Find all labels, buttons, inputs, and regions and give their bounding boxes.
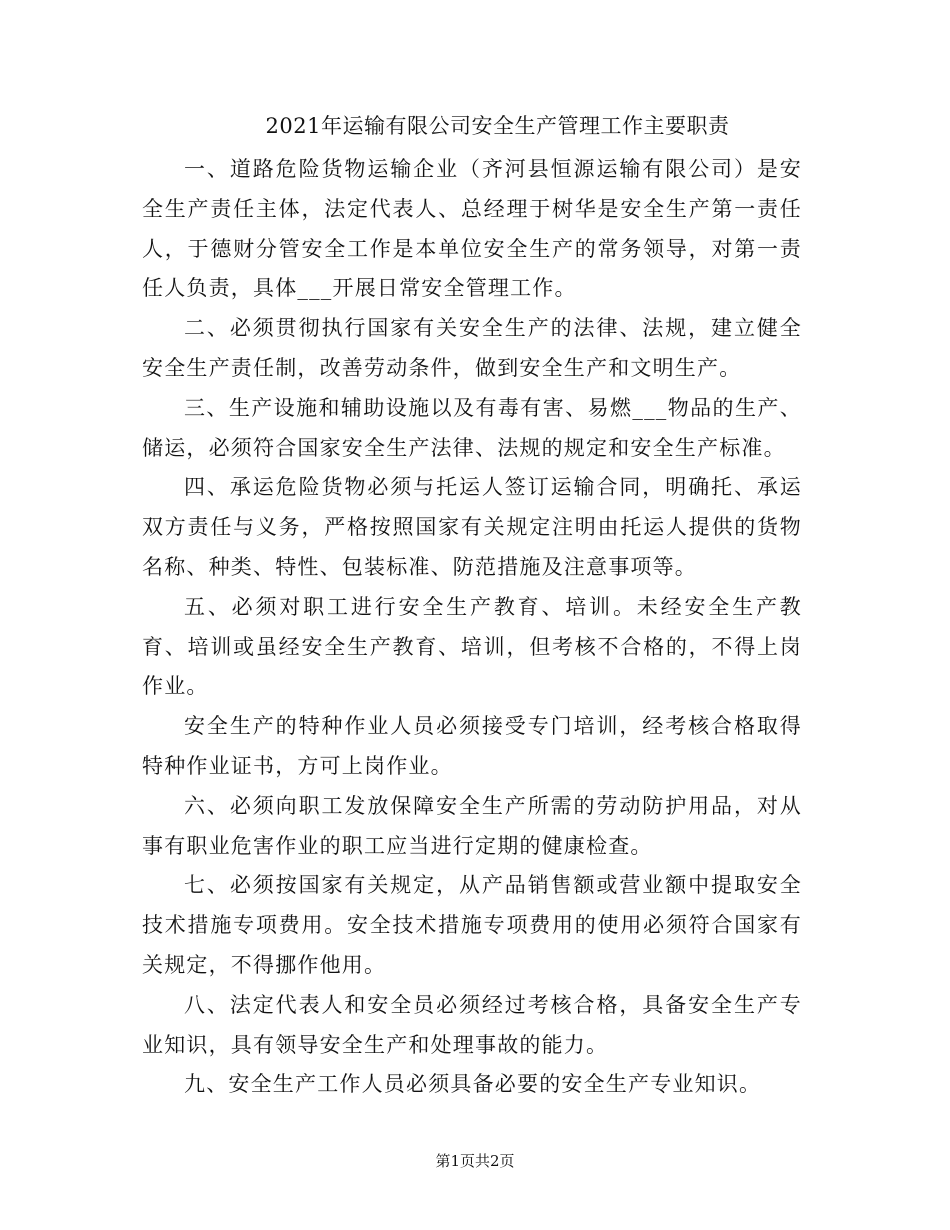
paragraph-10: 九、安全生产工作人员必须具备必要的安全生产专业知识。 [184,1072,762,1097]
paragraph-5: 五、必须对职工进行安全生产教育、培训。未经安全生产教育、培训或虽经安全生产教育、培训，但考核不合格的，不得上岗作业。 [142,594,802,699]
page-number-footer: 第1页共2页 [435,1152,515,1170]
paragraph-1: 一、道路危险货物运输企业（齐河县恒源运输有限公司）是安全生产责任主体，法定代表人、总经理于树华是安全生产第一责任人，于德财分管安全工作是本单位安全生产的常务领导，对第一责任人负责，具体___开展日常安全管理工作。 [142,157,802,301]
paragraph-6: 安全生产的特种作业人员必须接受专门培训，经考核合格取得特种作业证书，方可上岗作业。 [142,714,802,778]
paragraph-2: 二、必须贯彻执行国家有关安全生产的法律、法规，建立健全安全生产责任制，改善劳动条件，做到安全生产和文明生产。 [142,316,802,380]
paragraph-4: 四、承运危险货物必须与托运人签订运输合同，明确托、承运双方责任与义务，严格按照国家有关规定注明由托运人提供的货物名称、种类、特性、包装标准、防范措施及注意事项等。 [142,475,802,579]
document-title: 2021年运输有限公司安全生产管理工作主要职责 [265,114,730,138]
paragraph-7: 六、必须向职工发放保障安全生产所需的劳动防护用品，对从事有职业危害作业的职工应当进行定期的健康检查。 [142,793,802,858]
paragraph-8: 七、必须按国家有关规定，从产品销售额或营业额中提取安全技术措施专项费用。安全技术措施专项费用的使用必须符合国家有关规定，不得挪作他用。 [142,873,802,977]
paragraph-9: 八、法定代表人和安全员必须经过考核合格，具备安全生产专业知识，具有领导安全生产和处理事故的能力。 [142,992,802,1057]
document-body [142,150,802,1105]
paragraph-3: 三、生产设施和辅助设施以及有毒有害、易燃___物品的生产、储运，必须符合国家安全生产法律、法规的规定和安全生产标准。 [142,395,802,460]
